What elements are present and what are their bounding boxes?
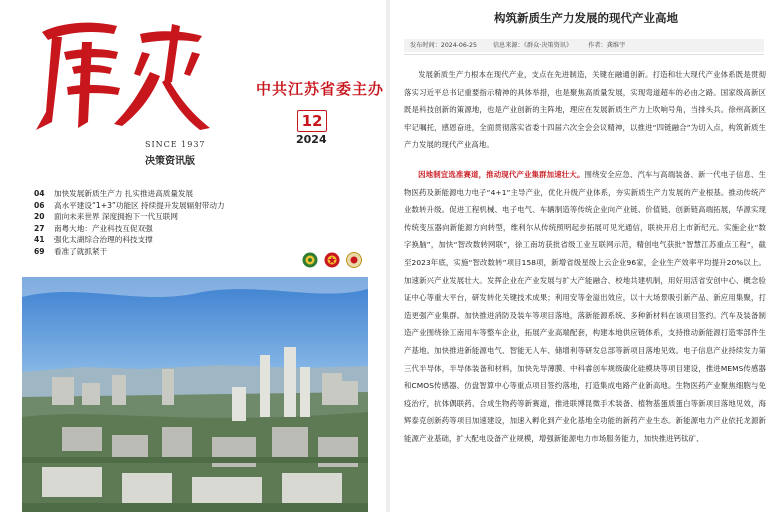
award-badge-icon [324, 252, 340, 268]
toc-title: 强化太湖综合治理的科技支撑 [54, 235, 153, 244]
toc-page-number: 06 [34, 200, 45, 210]
award-badges [302, 252, 364, 270]
cover-photo-city-aerial [22, 277, 368, 512]
edition-label: 决策资讯版 [145, 156, 195, 167]
award-badge-icon [346, 252, 362, 268]
toc-title: 看准了就抓紧干 [54, 246, 108, 256]
publish-date: 发布时间：2024-06-25 [410, 42, 477, 49]
page-divider [386, 0, 390, 512]
issue-year: 2024 [296, 133, 327, 146]
toc-item[interactable] [34, 211, 334, 223]
source-label: 信息来源：《群众·决策资讯》 [492, 42, 573, 49]
toc-item[interactable] [34, 200, 334, 212]
toc-page-number: 27 [34, 223, 45, 233]
article-meta-bar [404, 39, 764, 52]
meta-divider [404, 54, 764, 55]
toc-title: 面向未来世界 深度拥抱下一代互联网 [54, 212, 178, 221]
section-heading: 因地制宜选准赛道，推动现代产业集群加速壮大。 [418, 170, 585, 179]
toc-item[interactable] [34, 188, 334, 200]
toc-page-number: 41 [34, 235, 45, 244]
article-paragraph [404, 166, 766, 512]
toc-title: 高水平建设“1+3”功能区 持续提升发展辐射带动力 [54, 200, 225, 210]
masthead-calligraphy-logo [22, 12, 222, 142]
award-badge-icon [302, 252, 318, 268]
toc-title: 加快发展新质生产力 扎实推进高质量发展 [54, 189, 194, 198]
table-of-contents [34, 188, 334, 257]
toc-item[interactable] [34, 234, 334, 246]
since-year: SINCE 1937 [145, 140, 206, 149]
article-paragraph [404, 66, 766, 158]
article-title: 构筑新质生产力发展的现代产业高地 [494, 11, 678, 25]
article-paragraph-text: 发展新质生产力根本在现代产业，支点在先进制造，关键在融通创新。打造和壮大现代产业体系既是贯彻落实习近平总书记重要指示精神的具体举措，也是聚焦高质量发展，实现弯道超车的必由之路。国家级高新区既是科技创新的策源地，也是产业创新的主阵地，理应在发展新质生产力上吹响号角，当排头兵。徐州高新区牢记嘱托，感恩奋进，全面贯彻落实省委十四届六次全会会议精神，以推进“四链融合”为切入点，构筑新质生产力发展的现代产业高地。 [404, 70, 766, 150]
article-paragraph-text: 围绕安全应急、汽车与高端装备、新一代电子信息、生物医药及新能源电力电子“4+1”主导产业，优化升级产业体系，夯实新质生产力发展的产业根基。推动传统产业数转升级。促进工程机械、电子电气、车辆制造等传统企业向产业链、价值链、创新链高端拓展，华源实现传统变压器向新能源方向转型，维利尔从传统照明起步拓展可见光通信，联袂开启上市新纪元。实施企业“数字换脑”，加快“智改数转网联”，徐工南坊获批省级工业互联网示范，精创电气获批“智慧江苏重点工程”，截至2023年底，实施“智改数转”项目158项，新增省级星级上云企业96家，企业生产效率平均提升20%以上。加速新兴产业发展壮大。发挥企业在产业发展与扩大产能融合、校地共建机制，用好用活省安创中心、概念验证中心等重大平台，研发转化关键技术成果；利用安等金溢出效应，以十大场景吸引新产品、新应用集聚，打造更强产业集群。加快推进消防及装车等项目落地，落新能源系统、多种新材料在该项目签约。汽车及装备制造产业围绕徐工南用车等整车企业，拓展产业高端配套，构建本地供应链体系，支持推动新能源打造零部件生产基地。加快推进新能源电气、智能无人车、储增利等研发总部等新项目落地见效。电子信息产业持续发力第三代半导体，半导体装备和材料，加快先导薄膜、中科睿创车规级碳化硅模块等项目建设，推进MEMS传感器和CMOS传感器、仿盘智算中心等重点项目签约落地，打造集成电路产业新高地。生物医药产业聚焦细胞与免疫治疗，抗体偶联药、合成生物药等新赛道，推进联博昆微手术装备、植物基蛋质蛋白等新项目落地见效，海辉泰克创新药等项目加速建设，加速入孵化到产业化基地全功能的新药产业生态。新能源电力产业依托龙源新能源产业基础，扩大配电设备产业规模，增强新能源电力市场服务能力，加快推进钙钛矿、 [404, 170, 766, 443]
issue-number: 12 [297, 110, 327, 132]
sponsor-organization: 中共江苏省委主办 [256, 80, 385, 98]
toc-page-number: 69 [34, 246, 45, 256]
toc-item[interactable] [34, 246, 334, 258]
toc-page-number: 20 [34, 212, 45, 221]
author-label: 作者：龚维宇 [588, 42, 626, 49]
toc-item[interactable] [34, 223, 334, 235]
toc-page-number: 04 [34, 189, 45, 198]
magazine-cover [0, 0, 384, 512]
toc-title: 南粤大地：产业科技互促双强 [54, 223, 153, 233]
